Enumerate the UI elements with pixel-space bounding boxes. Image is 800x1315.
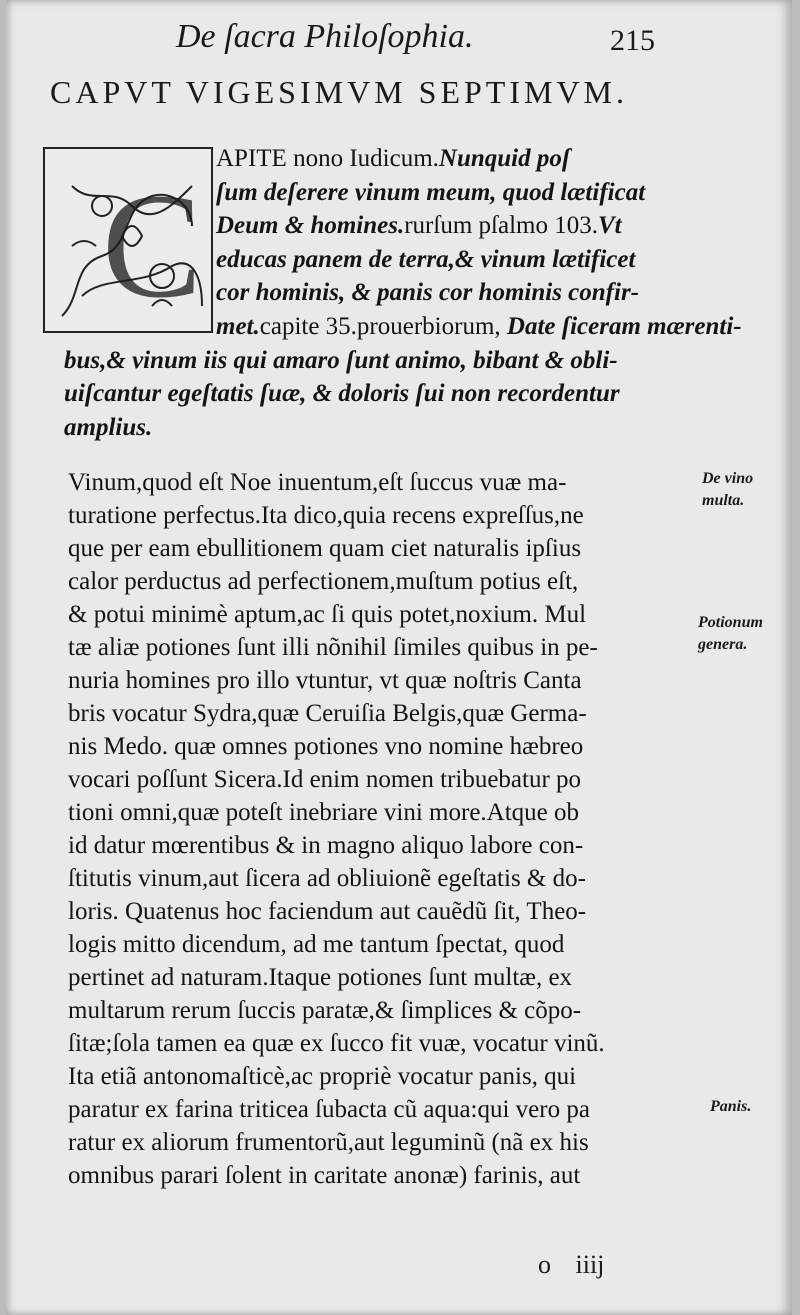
text-line: loris. Quatenus hoc faciendum aut cauẽdũ ſit, Theo- [68, 898, 587, 925]
drop-cap-letter: C [102, 163, 203, 329]
page-header [6, 14, 792, 64]
text-line [64, 276, 700, 310]
text-line: ſtitutis vinum,aut ſicera ad obliuionẽ egeſtatis & do- [68, 865, 586, 892]
italic-run: Vt [597, 212, 622, 240]
italic-run: ſum deſerere vinum meum, quod lætificat [216, 178, 646, 206]
marginal-note-de-vino [702, 468, 753, 512]
text-line: Vinum,quod eſt Noe inuentum,eſt ſuccus vuæ ma- [68, 469, 567, 496]
text-line [64, 377, 700, 411]
book-page [6, 0, 792, 1315]
marginal-line: genera. [698, 636, 748, 653]
text-line: tæ aliæ potiones ſunt illi nõnihil ſimiles quibus in pe- [68, 634, 598, 661]
marginal-line: De vino [702, 470, 754, 487]
body-paragraph [68, 466, 704, 1192]
text-line: Ita etiã antonomaſticè,ac propriè vocatur panis, qui [68, 1063, 577, 1090]
italic-run: educas panem de terra,& vinum lætificet [216, 245, 636, 273]
text-line: tioni omni,quæ poteſt inebriare vini more.Atque ob [68, 799, 580, 826]
text-line: que per eam ebullitionem quam ciet naturalis ipſius [68, 535, 582, 562]
text-line: ratur ex aliorum frumentorũ,aut leguminũ (nã ex his [68, 1129, 589, 1156]
text-line: id datur mœrentibus & in magno aliquo labore con- [68, 832, 584, 859]
text-line [64, 344, 700, 378]
text-line: turatione perfectus.Ita dico,quia recens expreſſus,ne [68, 502, 584, 529]
italic-run: Date ſiceram mærenti- [506, 312, 742, 340]
page-number: 215 [610, 24, 655, 57]
italic-run: amplius. [64, 413, 153, 441]
running-title: De ſacra Philoſophia. [176, 18, 474, 55]
italic-run: met. [216, 312, 260, 340]
text-line [64, 411, 700, 445]
roman-run: APITE nono Iudicum. [216, 145, 439, 172]
signature-mark: o iiij [538, 1250, 605, 1279]
text-line: logis mitto dicendum, ad me tantum ſpectat, quod [68, 931, 565, 958]
italic-run: bus,& vinum iis qui amaro ſunt animo, bibant & obli- [64, 346, 618, 374]
italic-run: cor hominis, & panis cor hominis confir- [216, 279, 639, 307]
text-line [64, 142, 700, 176]
text-line: ſitæ;ſola tamen ea quæ ex ſucco fit vuæ, vocatur vinũ. [68, 1030, 605, 1057]
roman-run: rurſum pſalmo 103. [404, 212, 598, 240]
text-line: vocari poſſunt Sicera.Id enim nomen tribuebatur po [68, 766, 582, 793]
italic-run: Nunquid poſ [438, 145, 571, 172]
text-line: pertinet ad naturam.Itaque potiones ſunt multæ, ex [68, 964, 573, 991]
roman-run: capite 35.prouerbiorum, [259, 312, 507, 340]
text-line [64, 176, 700, 210]
marginal-line: multa. [702, 492, 745, 509]
italic-run: Deum & homines. [216, 212, 405, 240]
text-line: calor perductus ad perfectionem,muſtum potius eſt, [68, 568, 579, 595]
text-line: bris vocatur Sydra,quæ Ceruiſia Belgis,quæ Germa- [68, 700, 587, 727]
text-line [64, 310, 742, 344]
text-line [64, 243, 700, 277]
text-line: nis Medo. quæ omnes potiones vno nomine hæbreo [68, 733, 584, 760]
marginal-line: Potionum [698, 614, 763, 631]
text-line: multarum rerum ſuccis paratæ,& ſimplices & cõpo- [68, 997, 582, 1024]
text-line: omnibus parari ſolent in caritate anonæ) farinis, aut [68, 1162, 581, 1189]
marginal-note-potionum [698, 612, 763, 656]
text-line: & potui minimè aptum,ac ſi quis potet,noxium. Mul [68, 601, 587, 628]
marginal-note-panis [710, 1096, 751, 1118]
italic-run: uiſcantur egeſtatis ſuæ, & doloris ſui non recordentur [64, 380, 620, 408]
marginal-line: Panis. [710, 1098, 752, 1115]
chapter-title: CAPVT VIGESIMVM SEPTIMVM. [50, 74, 628, 110]
text-line [64, 209, 700, 243]
opening-quotation [64, 142, 742, 444]
text-line: nuria homines pro illo vtuntur, vt quæ noſtris Canta [68, 667, 582, 694]
text-line: paratur ex farina triticea ſubacta cũ aqua:qui vero pa [68, 1096, 590, 1123]
